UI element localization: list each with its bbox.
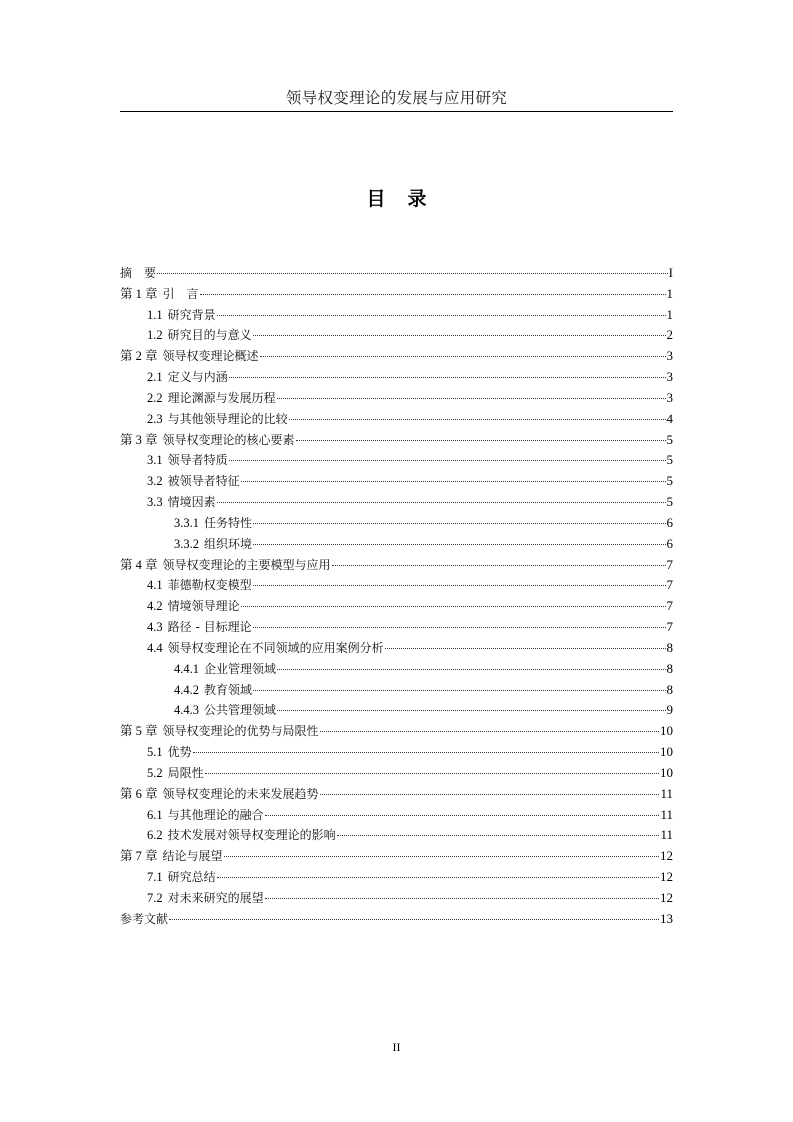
toc-entry-number: 1.2 (147, 328, 163, 343)
dot-leader (277, 710, 665, 711)
dot-leader (253, 544, 665, 545)
dot-leader (253, 627, 666, 628)
toc-entry-number: 5.2 (147, 765, 163, 780)
dot-leader (253, 523, 665, 524)
toc-entry-number: 第 1 章 (120, 286, 158, 301)
toc-entry[interactable] (120, 617, 673, 638)
toc-entry-title: 公共管理领域 (204, 703, 277, 718)
toc-entry[interactable] (120, 867, 673, 888)
toc-entry[interactable] (120, 388, 673, 409)
toc-entry-page: 10 (660, 744, 673, 760)
table-of-contents (120, 263, 673, 930)
toc-entry[interactable] (120, 846, 673, 867)
toc-entry-title: 组织环境 (204, 536, 253, 551)
toc-entry-page: 12 (660, 889, 673, 905)
toc-entry[interactable] (120, 784, 673, 805)
toc-entry-number: 6.1 (147, 807, 163, 822)
toc-entry-number: 4.3 (147, 620, 163, 635)
toc-entry[interactable] (120, 763, 673, 784)
toc-entry[interactable] (120, 492, 673, 513)
dot-leader (337, 835, 660, 836)
dot-leader (253, 585, 666, 586)
toc-entry-number: 4.1 (147, 578, 163, 593)
dot-leader (296, 440, 666, 441)
dot-leader (193, 752, 659, 753)
toc-entry-number: 第 5 章 (120, 724, 158, 739)
toc-entry-title: 路径 - 目标理论 (167, 620, 252, 635)
toc-entry-number: 4.4 (147, 640, 163, 655)
toc-entry-page: 7 (666, 577, 673, 593)
dot-leader (277, 398, 666, 399)
toc-entry-page: 11 (660, 827, 673, 843)
toc-entry-title: 领导权变理论的优势与局限性 (162, 724, 319, 739)
toc-entry[interactable] (120, 346, 673, 367)
toc-entry[interactable] (120, 325, 673, 346)
toc-entry-number: 6.2 (147, 828, 163, 843)
toc-entry-title: 与其他理论的融合 (167, 807, 264, 822)
toc-entry-title: 领导权变理论的主要模型与应用 (162, 557, 331, 572)
toc-entry-title: 引 言 (162, 286, 199, 301)
toc-entry[interactable] (120, 409, 673, 430)
toc-entry-title: 研究背景 (167, 307, 216, 322)
toc-entry-page: 5 (666, 431, 673, 447)
dot-leader (320, 731, 659, 732)
toc-entry[interactable] (120, 430, 673, 451)
dot-leader (229, 460, 666, 461)
toc-entry-number: 3.3.1 (174, 515, 199, 530)
toc-entry-title: 参考文献 (120, 911, 169, 926)
toc-entry-number: 4.4.1 (174, 661, 199, 676)
toc-entry-title: 领导权变理论概述 (162, 349, 259, 364)
dot-leader (260, 356, 666, 357)
dot-leader (385, 648, 666, 649)
toc-entry-page: 6 (666, 535, 673, 551)
toc-entry-page: 3 (666, 389, 673, 405)
dot-leader (320, 794, 660, 795)
toc-entry-title: 摘 要 (120, 266, 157, 280)
toc-entry-number: 2.2 (147, 390, 163, 405)
dot-leader (265, 815, 660, 816)
toc-entry[interactable] (120, 471, 673, 492)
toc-entry-title: 情境因素 (167, 495, 216, 510)
toc-entry-page: 13 (660, 910, 673, 926)
dot-leader (241, 606, 666, 607)
toc-entry[interactable] (120, 888, 673, 909)
dot-leader (253, 690, 665, 691)
toc-entry-page: 12 (660, 869, 673, 885)
toc-entry-title: 领导权变理论的未来发展趋势 (162, 786, 319, 801)
toc-entry-title: 技术发展对领导权变理论的影响 (167, 828, 336, 843)
toc-entry-page: 7 (666, 619, 673, 635)
toc-entry-page: 8 (666, 660, 673, 676)
toc-entry-number: 第 7 章 (120, 849, 158, 864)
toc-entry[interactable] (120, 367, 673, 388)
toc-entry-number: 7.1 (147, 870, 163, 885)
toc-entry-number: 3.2 (147, 474, 163, 489)
toc-entry-title: 菲德勒权变模型 (167, 578, 252, 593)
toc-entry-title: 与其他领导理论的比较 (167, 411, 288, 426)
toc-entry-page: 3 (666, 348, 673, 364)
dot-leader (289, 419, 666, 420)
toc-entry[interactable] (120, 680, 673, 701)
toc-entry-title: 定义与内涵 (167, 370, 228, 385)
toc-entry-page: 11 (660, 806, 673, 822)
toc-title (0, 184, 793, 211)
toc-entry-number: 第 6 章 (120, 786, 158, 801)
toc-entry-page: 3 (666, 369, 673, 385)
toc-entry-number: 4.4.3 (174, 703, 199, 718)
toc-entry-number: 3.3 (147, 495, 163, 510)
toc-entry-number: 第 2 章 (120, 349, 158, 364)
toc-entry-page: 6 (666, 514, 673, 530)
toc-entry-page: 1 (666, 285, 673, 301)
toc-entry-page: 7 (666, 556, 673, 572)
dot-leader (265, 898, 659, 899)
toc-entry[interactable] (120, 513, 673, 534)
toc-entry-title: 被领导者特征 (167, 474, 240, 489)
toc-entry[interactable] (120, 284, 673, 305)
toc-entry-number: 4.2 (147, 599, 163, 614)
toc-entry-page: 5 (666, 494, 673, 510)
toc-entry[interactable] (120, 721, 673, 742)
toc-entry-page: 4 (666, 410, 673, 426)
toc-entry-page: 5 (666, 473, 673, 489)
toc-entry-page: 10 (660, 764, 673, 780)
toc-entry[interactable] (120, 575, 673, 596)
toc-entry[interactable] (120, 305, 673, 326)
toc-entry-page: 8 (666, 639, 673, 655)
toc-entry-title: 研究总结 (167, 870, 216, 885)
toc-title-char: 录 (407, 188, 427, 210)
toc-entry-title: 企业管理领域 (204, 661, 277, 676)
toc-entry-page: 11 (660, 785, 673, 801)
header-rule (120, 111, 673, 112)
toc-entry-page: I (668, 265, 673, 280)
toc-entry-page: 2 (666, 327, 673, 343)
toc-entry-number: 3.3.2 (174, 536, 199, 551)
dot-leader (200, 294, 666, 295)
toc-entry[interactable] (120, 596, 673, 617)
toc-entry[interactable] (120, 555, 673, 576)
toc-entry-number: 7.2 (147, 890, 163, 905)
toc-entry-title: 理论渊源与发展历程 (167, 390, 276, 405)
toc-entry-number: 5.1 (147, 745, 163, 760)
running-header-title: 领导权变理论的发展与应用研究 (285, 89, 508, 107)
toc-entry[interactable] (120, 638, 673, 659)
toc-entry-number: 4.4.2 (174, 682, 199, 697)
toc-entry-number: 第 3 章 (120, 432, 158, 447)
dot-leader (253, 335, 666, 336)
dot-leader (229, 377, 666, 378)
toc-entry-number: 2.3 (147, 411, 163, 426)
toc-entry-number: 3.1 (147, 453, 163, 468)
toc-entry-title: 研究目的与意义 (167, 328, 252, 343)
toc-entry[interactable] (120, 742, 673, 763)
toc-entry-number: 第 4 章 (120, 557, 158, 572)
toc-entry-title: 结论与展望 (162, 849, 223, 864)
toc-entry-page: 5 (666, 452, 673, 468)
dot-leader (217, 315, 666, 316)
toc-entry[interactable] (120, 534, 673, 555)
toc-entry[interactable] (120, 805, 673, 826)
toc-entry-number: 2.1 (147, 370, 163, 385)
toc-entry-title: 优势 (167, 745, 192, 760)
dot-leader (217, 502, 666, 503)
dot-leader (157, 273, 668, 274)
dot-leader (277, 669, 665, 670)
dot-leader (205, 773, 659, 774)
toc-entry-title: 教育领域 (204, 682, 253, 697)
toc-entry-title: 情境领导理论 (167, 599, 240, 614)
toc-entry-page: 1 (666, 306, 673, 322)
toc-entry-page: 12 (660, 848, 673, 864)
toc-entry-title: 领导者特质 (167, 453, 228, 468)
toc-entry[interactable] (120, 700, 673, 721)
toc-entry-title: 对未来研究的展望 (167, 890, 264, 905)
toc-entry-page: 8 (666, 681, 673, 697)
toc-entry[interactable] (120, 659, 673, 680)
toc-entry-number: 1.1 (147, 307, 163, 322)
toc-entry-title: 任务特性 (204, 515, 253, 530)
toc-entry[interactable] (120, 909, 673, 930)
toc-entry-title: 领导权变理论在不同领域的应用案例分析 (167, 640, 384, 655)
toc-entry-page: 9 (666, 702, 673, 718)
dot-leader (217, 877, 659, 878)
toc-entry-page: 10 (660, 723, 673, 739)
toc-entry[interactable] (120, 450, 673, 471)
toc-title-char: 目 (366, 188, 386, 210)
page-number: II (392, 1040, 401, 1054)
toc-entry-title: 领导权变理论的核心要素 (162, 432, 295, 447)
dot-leader (241, 481, 666, 482)
toc-entry-title: 局限性 (167, 765, 204, 780)
dot-leader (169, 919, 659, 920)
dot-leader (224, 856, 659, 857)
toc-entry-page: 7 (666, 598, 673, 614)
toc-entry[interactable] (120, 263, 673, 284)
toc-entry[interactable] (120, 825, 673, 846)
dot-leader (332, 565, 666, 566)
